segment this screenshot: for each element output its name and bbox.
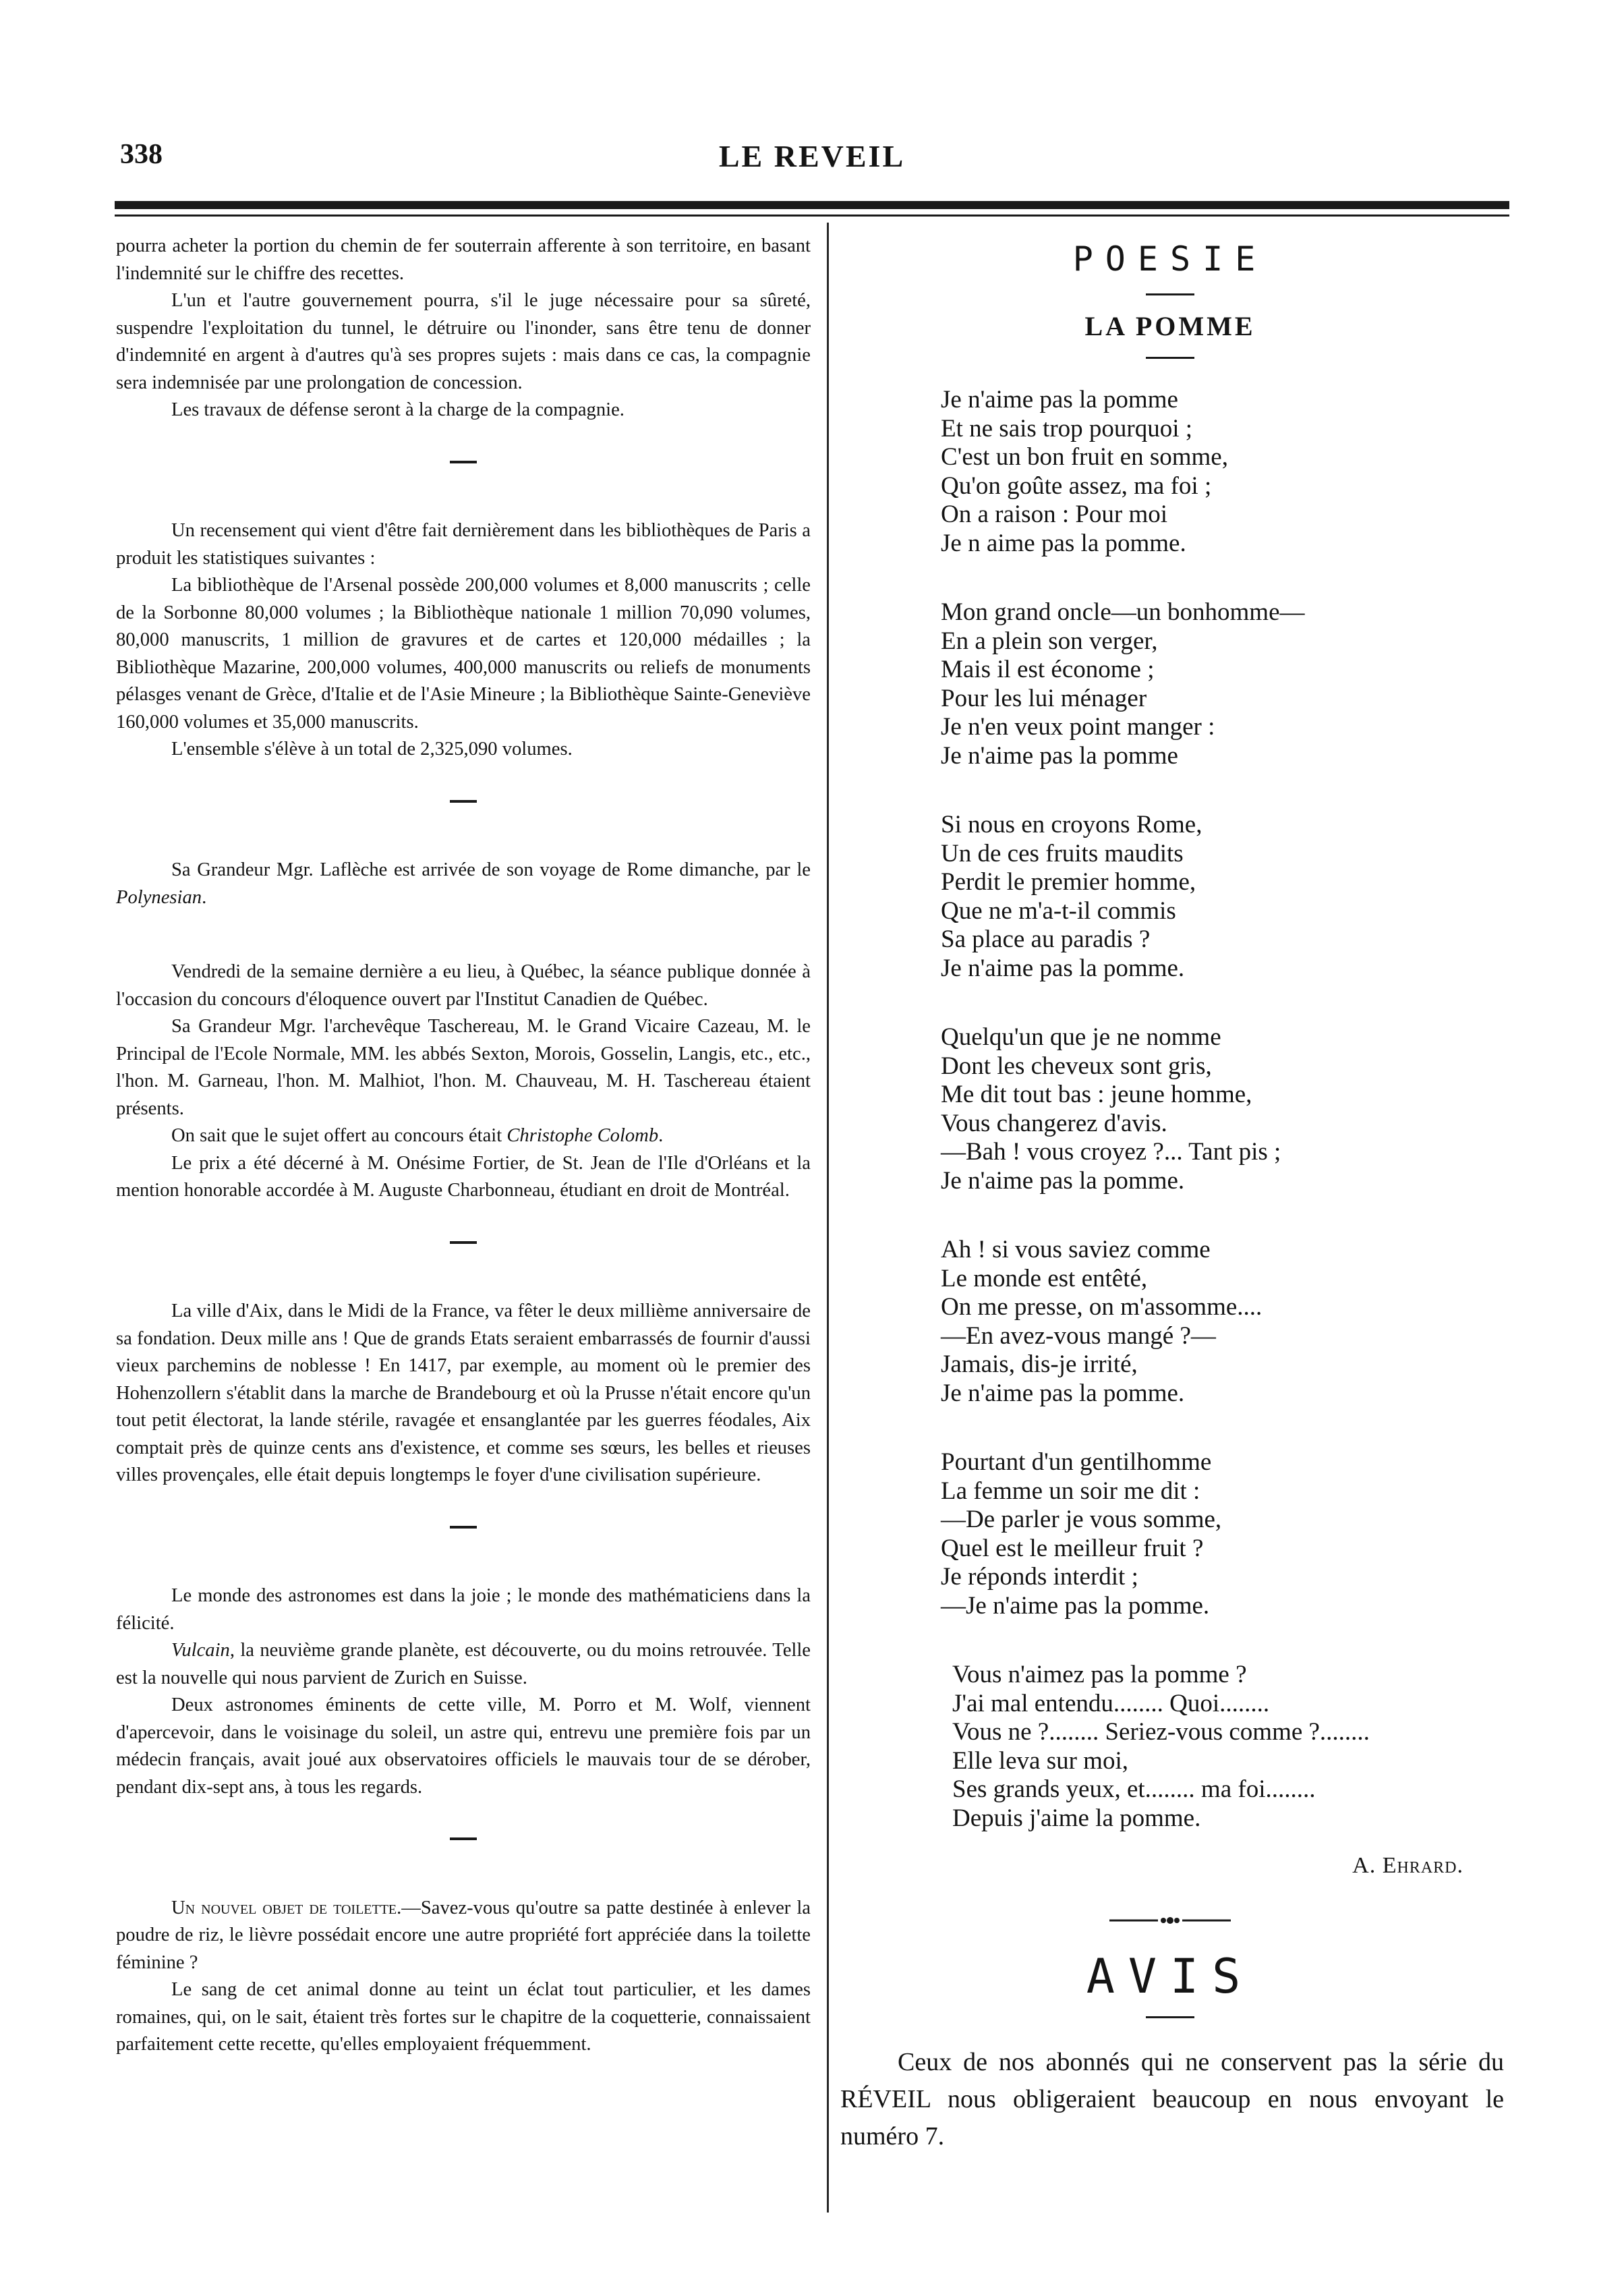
poem-line: On me presse, on m'assomme....	[941, 1293, 1263, 1321]
poem-line: En a plein son verger,	[941, 627, 1158, 655]
poem-line: Je n'aime pas la pomme.	[941, 1166, 1185, 1195]
article-paragraph: La bibliothèque de l'Arsenal possède 200,000 volumes et 8,000 manuscrits ; celle de la Sorbonne 80,000 volumes ; la Bibliothèque nationale 1 million 70,090 volumes, 80,000 manuscrits, 1 million de gravures et de cartes et 120,000 médailles ; la Bibliothèque Mazarine, 200,000 volumes, 400,000 manuscrits ou reliefs de monuments pélasges venant de Grèce, d'Italie et de l'Asie Mineure ; la Bibliothèque Sainte-Geneviève 160,000 volumes et 35,000 manuscrits.	[116, 575, 811, 733]
poem-line: Ah ! si vous saviez comme	[941, 1236, 1211, 1263]
section-separator	[116, 1510, 811, 1537]
poem-line: Vous n'aimez pas la pomme ?	[952, 1661, 1247, 1688]
article-paragraph: On sait que le sujet offert au concours était Christophe Colomb.	[171, 1125, 664, 1146]
poem-title: LA POMME	[1084, 311, 1256, 341]
poem-line: Ses grands yeux, et........ ma foi........	[952, 1775, 1316, 1803]
poem-stanza	[941, 1023, 1504, 1195]
poem-line: Jamais, dis-je irrité,	[941, 1350, 1138, 1378]
section-separator	[116, 445, 811, 472]
article-paragraph: pourra acheter la portion du chemin de fer souterrain afferente à son territoire, en basant l'indemnité sur le chiffre des recettes.	[116, 235, 811, 284]
article-paragraph: Les travaux de défense seront à la charge de la compagnie.	[171, 399, 625, 420]
poem-line: C'est un bon fruit en somme,	[941, 443, 1228, 471]
left-column	[116, 233, 811, 2059]
article-paragraph: Sa Grandeur Mgr. Laflèche est arrivée de son voyage de Rome dimanche, par le Polynesian.	[116, 859, 811, 908]
article-paragraph: Le sang de cet animal donne au teint un éclat tout particulier, et les dames romaines, qui, on le sait, étaient très fortes sur le chapitre de la coquetterie, connaissaient parfaitement cette recette, qu'elles employaient fréquemment.	[116, 1979, 811, 2055]
poem-stanza	[952, 1661, 1504, 1833]
poem-line: Mais il est économe ;	[941, 656, 1155, 683]
section-separator	[116, 784, 811, 811]
poem-stanza	[941, 811, 1504, 983]
section-separator	[116, 1821, 811, 1849]
poem-line: Pourtant d'un gentilhomme	[941, 1448, 1212, 1476]
article-paragraph: Un nouvel objet de toilette.—Savez-vous qu'outre sa patte destinée à enlever la poudre de riz, le lièvre possédait encore une autre propriété fort appréciée dans la toilette féminine ?	[116, 1897, 811, 1973]
poem-stanza	[941, 598, 1504, 770]
header-rule-thin	[115, 215, 1509, 217]
avis-notice: Ceux de nos abonnés qui ne conservent pas la série du RÉVEIL nous obligeraient beaucoup en nous envoyant le numéro 7.	[840, 2048, 1504, 2150]
section-gap	[116, 911, 811, 959]
poem-line: —En avez-vous mangé ?—	[941, 1321, 1216, 1350]
journal-title: LE REVEIL	[718, 139, 906, 173]
right-column	[836, 233, 1504, 2181]
poem-line: On a raison : Pour moi	[941, 501, 1168, 528]
poem-body	[836, 386, 1504, 1833]
poem-line: Je n'aime pas la pomme	[941, 386, 1178, 413]
avis-rule	[1146, 2016, 1194, 2018]
poem-line: Je n'aime pas la pomme.	[941, 954, 1185, 982]
section-heading: POESIE	[1072, 239, 1268, 279]
poem-line: Vous changerez d'avis.	[941, 1109, 1167, 1137]
poem-line: Dont les cheveux sont gris,	[941, 1052, 1212, 1080]
poem-line: Je n'aime pas la pomme	[941, 741, 1178, 770]
poem-line: Depuis j'aime la pomme.	[952, 1804, 1201, 1832]
header-rule-thick	[115, 201, 1509, 209]
poem-line: Quelqu'un que je ne nomme	[941, 1023, 1221, 1051]
italic-ship-name: Polynesian	[116, 886, 202, 908]
article-paragraph: L'un et l'autre gouvernement pourra, s'il le juge nécessaire pour sa sûreté, suspendre l'exploitation du tunnel, le détruire ou l'inonder, sans être tenu de donner d'indemnité en argent à d'autres qu'à ses propres sujets : mais dans ce cas, la compagnie sera indemnisée par une prolongation de concession.	[116, 290, 811, 393]
poem-line: J'ai mal entendu........ Quoi........	[952, 1689, 1270, 1717]
poem-line: Perdit le premier homme,	[941, 868, 1196, 896]
poem-line: Le monde est entêté,	[941, 1264, 1148, 1292]
article-paragraph: La ville d'Aix, dans le Midi de la France, va fêter le deux millième anniversaire de sa fondation. Deux mille ans ! Que de grands Etats seraient embarrassés de fournir d'aussi vieux parchemins de noblesse ! En 1417, par exemple, au moment où le premier des Hohenzollern s'établit dans la marche de Brandebourg et où la Prusse n'était encore qu'un tout petit électorat, la lande stérile, ravagée et ensanglantée par les guerres féodales, Aix comptait près de quinze cents ans d'existence, et comme ses sœurs, les belles et rieuses villes provençales, elle était depuis longtemps le foyer d'une civilisation supérieure.	[116, 1301, 811, 1485]
article-paragraph: Vulcain, la neuvième grande planète, est découverte, ou du moins retrouvée. Telle est la nouvelle qui nous parvient de Zurich en Suisse.	[116, 1640, 811, 1688]
article-paragraph: Le prix a été décerné à M. Onésime Fortier, de St. Jean de l'Ile d'Orléans et la mention honorable accordée à M. Auguste Charbonneau, étudiant en droit de Montréal.	[116, 1152, 811, 1201]
poem-line: Elle leva sur moi,	[952, 1746, 1128, 1775]
poem-line: Me dit tout bas : jeune homme,	[941, 1081, 1252, 1108]
poem-line: La femme un soir me dit :	[941, 1477, 1200, 1505]
poem-line: Un de ces fruits maudits	[941, 839, 1184, 867]
ornament-rule-icon	[1109, 1916, 1231, 1925]
column-divider	[827, 223, 829, 2213]
poem-line: —Bah ! vous croyez ?... Tant pis ;	[941, 1138, 1281, 1166]
section-separator	[116, 1225, 811, 1253]
article-paragraph: Sa Grandeur Mgr. l'archevêque Taschereau, M. le Grand Vicaire Cazeau, M. le Principal de l'Ecole Normale, MM. les abbés Sexton, Morois, Gosselin, Langis, etc., etc., l'hon. M. Garneau, l'hon. M. Malhiot, l'hon. M. Chauveau, M. H. Taschereau étaient présents.	[116, 1016, 811, 1119]
poem-line: Je n'en veux point manger :	[941, 713, 1215, 741]
italic-subject: Christophe Colomb	[506, 1125, 659, 1146]
italic-planet-name: Vulcain	[171, 1640, 230, 1661]
ornament-divider	[836, 1916, 1504, 1929]
poem-stanza	[941, 386, 1504, 558]
heading-rule	[1146, 293, 1194, 295]
poem-line: Que ne m'a-t-il commis	[941, 896, 1176, 925]
poem-author: A. Ehrard.	[1352, 1853, 1463, 1878]
poem-line: Sa place au paradis ?	[941, 925, 1151, 953]
poem-line: Vous ne ?........ Seriez-vous comme ?........	[952, 1718, 1370, 1746]
article-paragraph: Le monde des astronomes est dans la joie ; le monde des mathématiciens dans la félicité.	[116, 1585, 811, 1634]
poem-line: Je réponds interdit ;	[941, 1563, 1138, 1591]
poem-line: Je n aime pas la pomme.	[941, 529, 1186, 557]
poem-line: Je n'aime pas la pomme.	[941, 1379, 1185, 1407]
article-paragraph: L'ensemble s'élève à un total de 2,325,090 volumes.	[171, 739, 573, 760]
title-rule	[1146, 357, 1194, 359]
article-paragraph: Un recensement qui vient d'être fait dernièrement dans les bibliothèques de Paris a produit les statistiques suivantes :	[116, 520, 811, 569]
article-paragraph: Deux astronomes éminents de cette ville, M. Porro et M. Wolf, viennent d'apercevoir, dans le voisinage du soleil, un astre qui, entrevu une première fois par un médecin français, avait joué aux observatoires officiels le mauvais tour de se dérober, pendant dix-sept ans, à tous les regards.	[116, 1694, 811, 1798]
poem-stanza	[941, 1236, 1504, 1408]
article-paragraph: Vendredi de la semaine dernière a eu lieu, à Québec, la séance publique donnée à l'occasion du concours d'éloquence ouvert par l'Institut Canadien de Québec.	[116, 961, 811, 1010]
avis-heading: AVIS	[1086, 1949, 1254, 2004]
poem-line: —De parler je vous somme,	[941, 1506, 1222, 1533]
article-lead: Un nouvel objet de toilette.	[171, 1897, 402, 1918]
poem-line: Pour les lui ménager	[941, 684, 1147, 712]
page-header	[115, 138, 1509, 186]
poem-line: Si nous en croyons Rome,	[941, 811, 1202, 838]
poem-line: Quel est le meilleur fruit ?	[941, 1534, 1204, 1562]
poem-line: Qu'on goûte assez, ma foi ;	[941, 472, 1212, 500]
poem-line: —Je n'aime pas la pomme.	[941, 1591, 1210, 1620]
poem-stanza	[941, 1448, 1504, 1620]
poem-line: Mon grand oncle—un bonhomme—	[941, 598, 1305, 626]
page-number: 338	[120, 139, 163, 170]
poem-line: Et ne sais trop pourquoi ;	[941, 414, 1193, 443]
